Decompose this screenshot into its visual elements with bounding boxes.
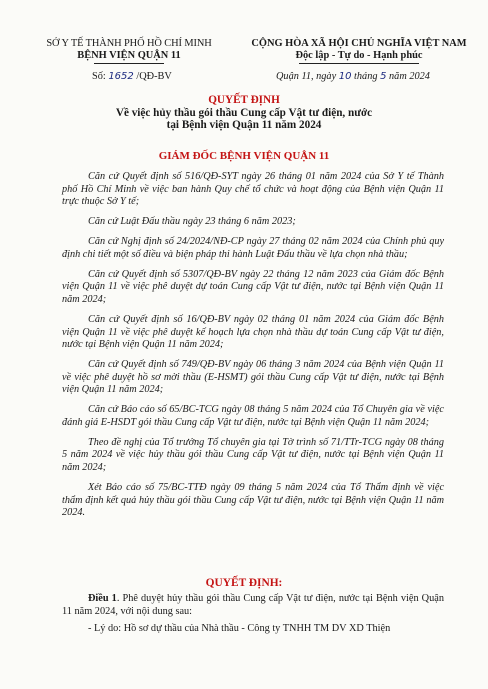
- date-day-handwritten: 10: [338, 71, 352, 82]
- preamble-paragraph: Căn cứ Quyết định số 16/QĐ-BV ngày 02 tháng 01 năm 2024 của Giám đốc Bệnh viện Quận 11 về việc phê duyệt kế hoạch lựa chọn nhà thầu dự toán Cung cấp Vật tư điện, nước tại Bệnh viện Quận 11 năm 2024;: [62, 313, 444, 351]
- preamble-paragraph: Xét Báo cáo số 75/BC-TTĐ ngày 09 tháng 5 năm 2024 của Tổ Thẩm định về việc thẩm định kết quả hủy thầu gói thầu Cung cấp Vật tư điện, nước tại Bệnh viện Quận 11 năm 2024.: [62, 482, 444, 519]
- decision-title: QUYẾT ĐỊNH: [208, 94, 280, 106]
- issue-date: [276, 71, 430, 82]
- article-section: [62, 593, 444, 641]
- preamble-paragraph: Căn cứ Nghị định số 24/2024/NĐ-CP ngày 27 tháng 02 năm 2024 của Chính phủ quy định chi tiết một số điều và biện pháp thi hành Luật Đấu thầu về lựa chọn nhà thầu;: [62, 236, 444, 260]
- preamble-paragraph: Căn cứ Quyết định số 516/QĐ-SYT ngày 26 tháng 01 năm 2024 của Sở Y tế Thành phố Hồ Chí Minh về việc ban hành Quy chế tổ chức và hoạt động của Bệnh viện Quận 11 trực thuộc Sở Y tế;: [62, 171, 444, 208]
- header-left-underline: [94, 63, 164, 64]
- date-month-handwritten: 5: [380, 71, 387, 82]
- date-prefix: Quận 11, ngày: [276, 71, 339, 82]
- reason-line: - Lý do: Hồ sơ dự thầu của Nhà thầu - Công ty TNHH TM DV XD Thiện: [88, 623, 391, 635]
- header-right-underline: [299, 63, 419, 64]
- department-name: SỞ Y TẾ THÀNH PHỐ HỒ CHÍ MINH: [46, 38, 212, 49]
- article-1: [62, 593, 444, 618]
- motto: Độc lập - Tự do - Hạnh phúc: [295, 50, 423, 61]
- hospital-name: BỆNH VIỆN QUẬN 11: [77, 50, 181, 61]
- document-number-prefix: Số:: [92, 71, 109, 82]
- preamble-paragraph: Căn cứ Luật Đấu thầu ngày 23 tháng 6 năm 2023;: [88, 216, 296, 228]
- date-mid: tháng: [351, 71, 381, 82]
- subject-line-1: Về việc hủy thầu gói thầu Cung cấp Vật tư điện, nước: [115, 107, 373, 119]
- document-number-suffix: /QĐ-BV: [133, 71, 172, 82]
- subject-line-2: tại Bệnh viện Quận 11 năm 2024: [166, 119, 322, 131]
- preamble-paragraph: Căn cứ Báo cáo số 65/BC-TCG ngày 08 tháng 5 năm 2024 của Tổ Chuyên gia về việc đánh giá E-HSDT gói thầu Cung cấp Vật tư điện, nước tại Bệnh viện Quận 11 năm 2024;: [62, 404, 444, 428]
- article-1-label: Điều 1: [88, 593, 117, 604]
- preamble-paragraph: Căn cứ Quyết định số 5307/QĐ-BV ngày 22 tháng 12 năm 2023 của Giám đốc Bệnh viện Quận 11 về việc phê duyệt dự toán Cung cấp Vật tư điện, nước tại Bệnh viện Quận 11 năm 2024;: [62, 268, 444, 305]
- document-number: [92, 71, 172, 82]
- date-suffix: năm 2024: [386, 71, 430, 82]
- preamble: [62, 171, 444, 527]
- authority-title: GIÁM ĐỐC BỆNH VIỆN QUẬN 11: [158, 150, 330, 162]
- preamble-paragraph: Căn cứ Quyết định số 749/QĐ-BV ngày 06 tháng 3 năm 2024 của Bệnh viện Quận 11 về việc phê duyệt hồ sơ mời thầu (E-HSMT) gói thầu Cung cấp Vật tư điện, nước tại Bệnh viện Quận 11 năm 2024;: [62, 359, 444, 396]
- article-1-text: . Phê duyệt hủy thầu gói thầu Cung cấp Vật tư điện, nước tại Bệnh viện Quận 11 năm 2024, với nội dung sau:: [62, 593, 444, 617]
- issuing-organization: [24, 38, 234, 64]
- decides-heading: QUYẾT ĐỊNH:: [205, 577, 283, 589]
- preamble-paragraph: Theo đề nghị của Tổ trưởng Tổ chuyên gia tại Tờ trình số 71/TTr-TCG ngày 08 tháng 5 năm 2024 về việc hủy thầu gói thầu Cung cấp Vật tư điện, nước tại Bệnh viện Quận 11 năm 2024;: [62, 436, 444, 474]
- document-number-handwritten: 1652: [108, 71, 134, 82]
- national-motto: [234, 38, 484, 64]
- nation-name: CỘNG HÒA XÃ HỘI CHỦ NGHĨA VIỆT NAM: [251, 38, 467, 49]
